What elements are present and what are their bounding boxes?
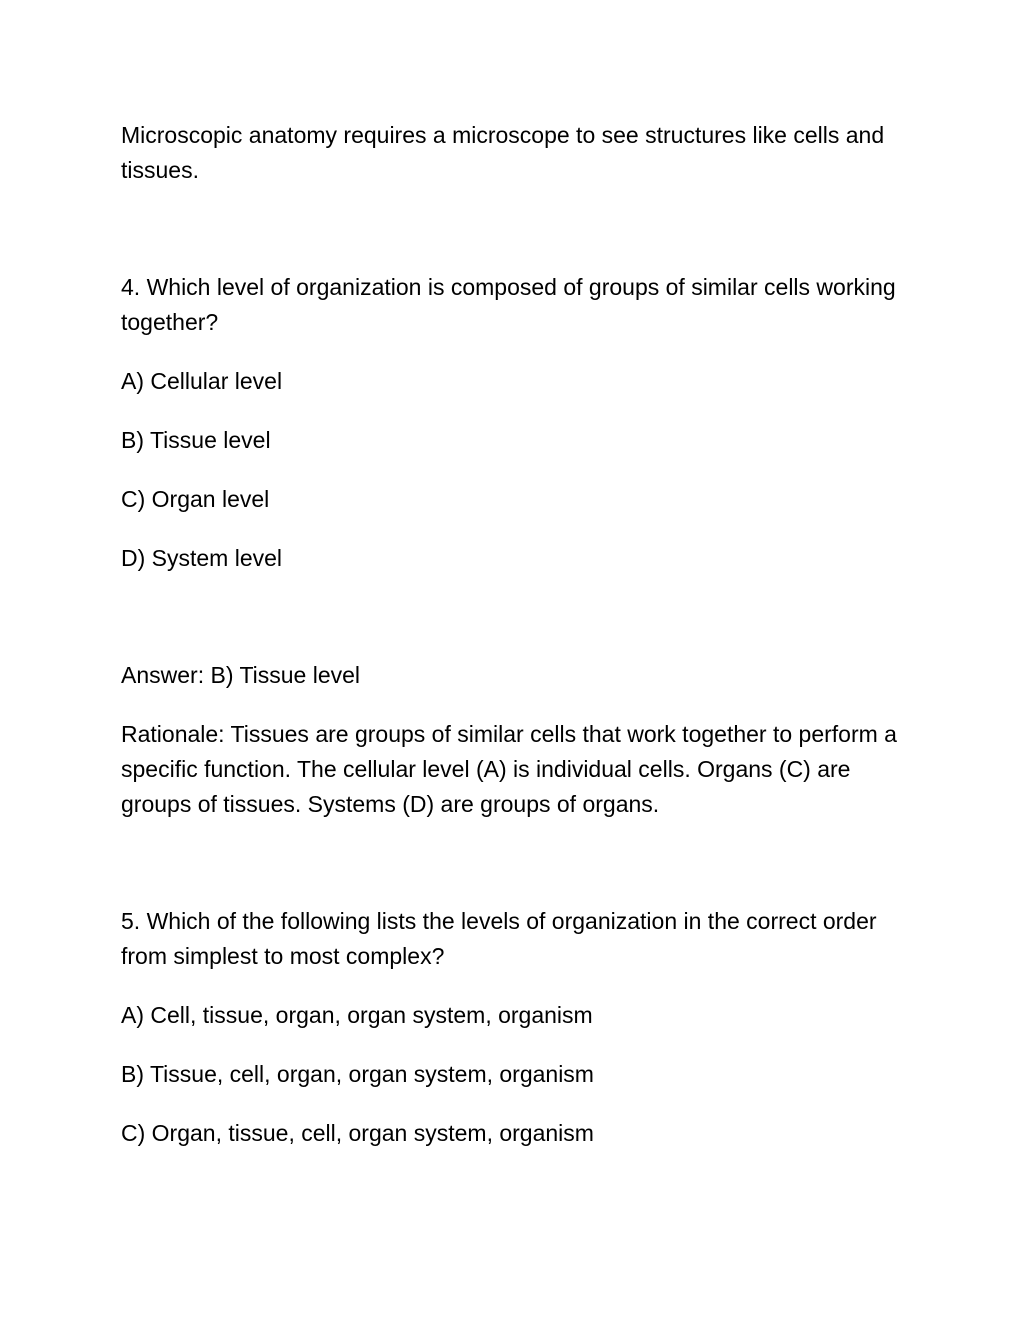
question-5-option-c: C) Organ, tissue, cell, organ system, organism [121, 1120, 594, 1146]
question-4-rationale: Rationale: Tissues are groups of similar cells that work together to perform a specific function. The cellular level (A) is individual cells. Organs (C) are groups of tissues. Systems (D) are groups of organs. [121, 721, 897, 817]
question-4-option-a: A) Cellular level [121, 368, 283, 394]
question-4-option-c: C) Organ level [121, 486, 270, 512]
document-body [121, 118, 901, 1175]
question-5-option-b: B) Tissue, cell, organ, organ system, organism [121, 1061, 594, 1087]
question-4-answer: Answer: B) Tissue level [121, 662, 361, 688]
question-5-text: 5. Which of the following lists the levels of organization in the correct order from simplest to most complex? [121, 908, 877, 969]
question-4-option-b: B) Tissue level [121, 427, 271, 453]
question-4-text: 4. Which level of organization is composed of groups of similar cells working together? [121, 274, 896, 335]
question-4-option-d: D) System level [121, 545, 283, 571]
question-4-block [121, 270, 901, 822]
intro-paragraph: Microscopic anatomy requires a microscope to see structures like cells and tissues. [121, 122, 885, 183]
question-5-block [121, 904, 901, 1151]
question-5-option-a: A) Cell, tissue, organ, organ system, organism [121, 1002, 593, 1028]
